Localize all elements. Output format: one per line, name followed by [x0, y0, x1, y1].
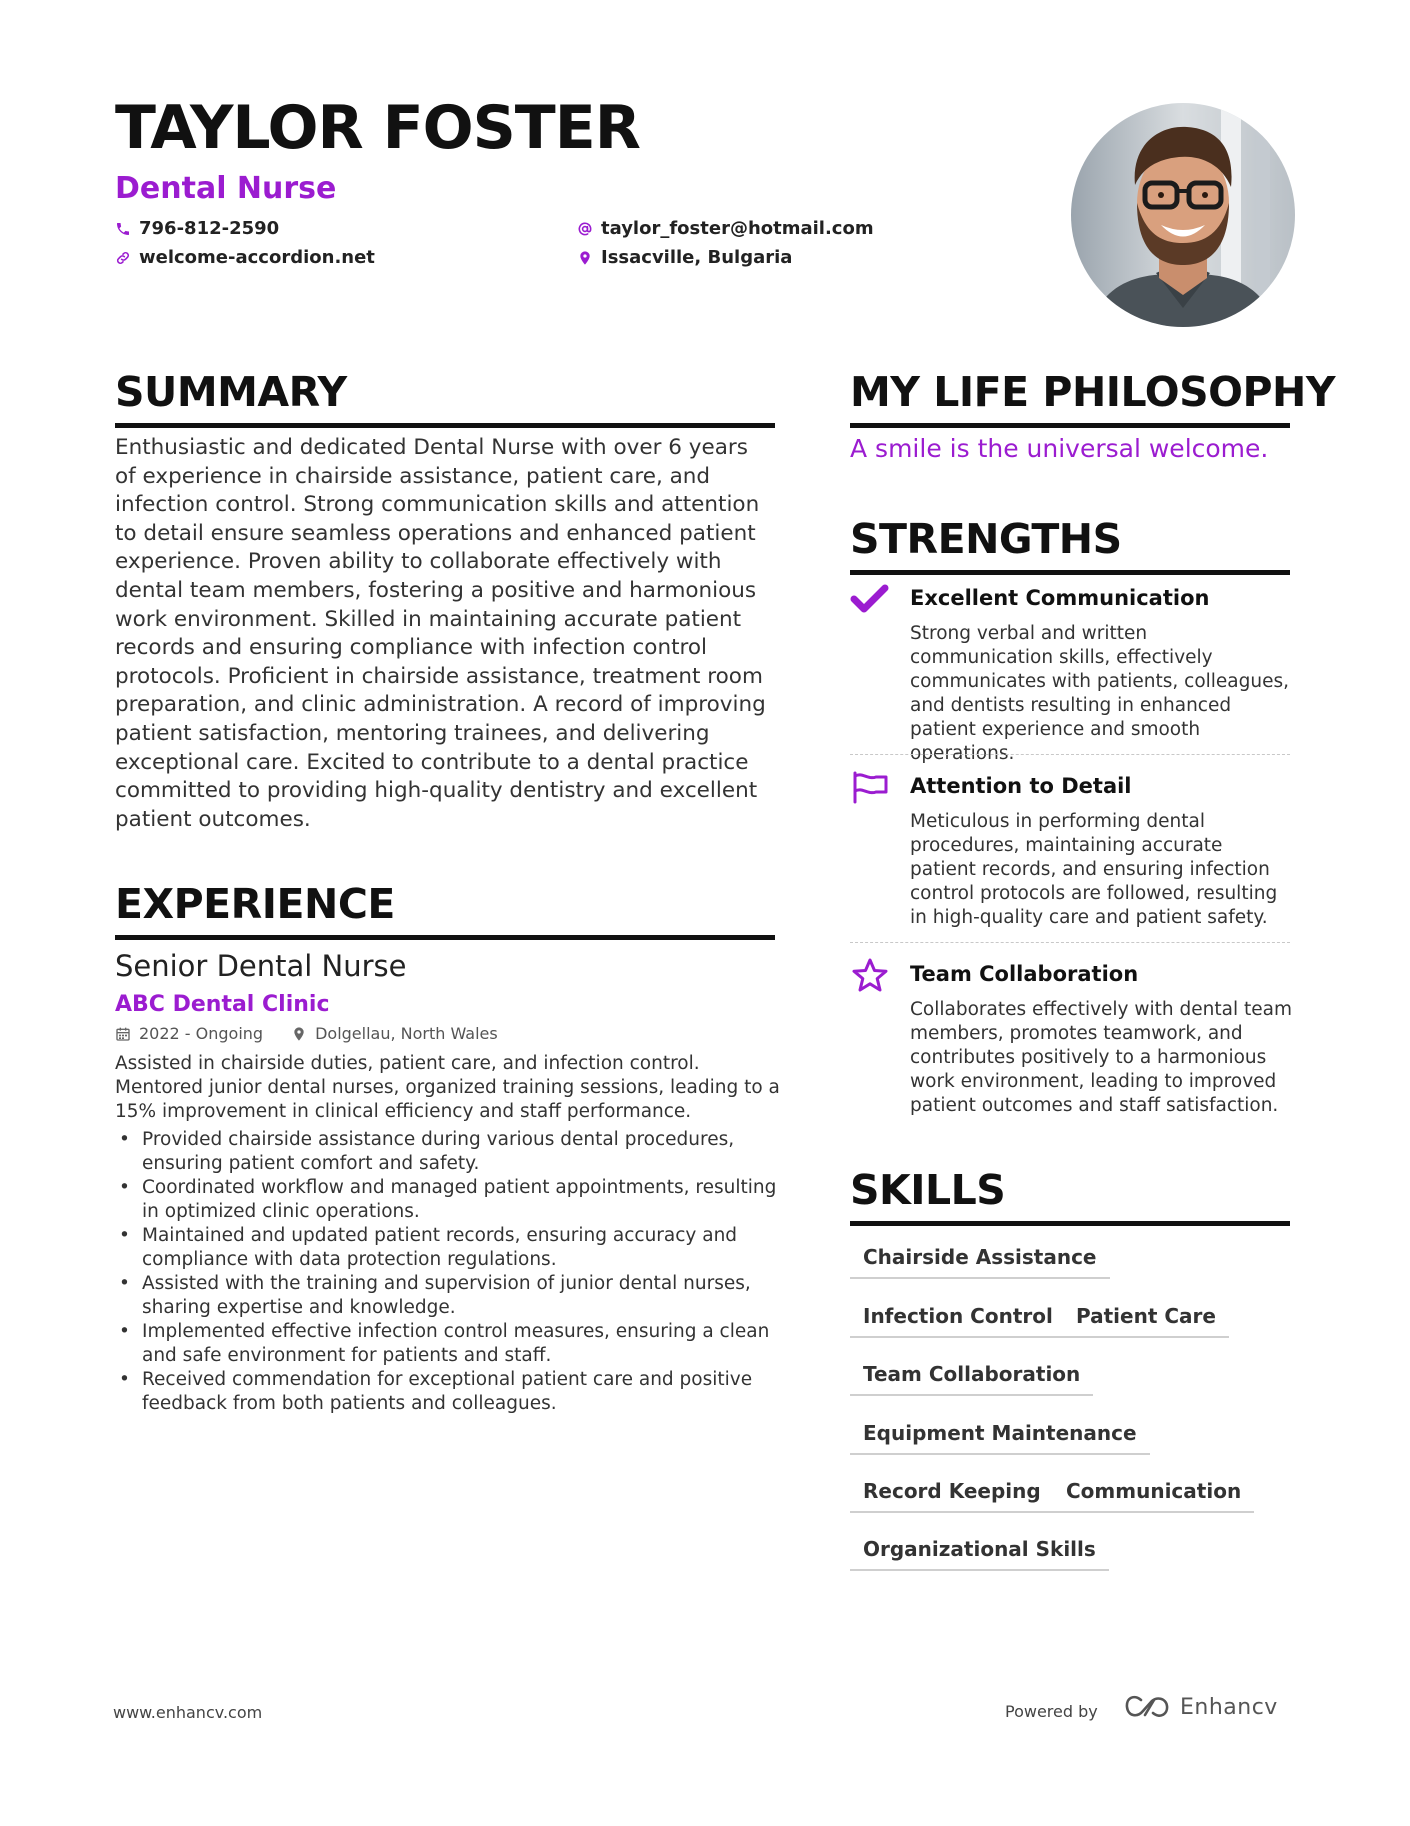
strength-title: Excellent Communication: [910, 586, 1210, 610]
skill-tag: Team Collaboration: [850, 1362, 1093, 1396]
skill-tag: Equipment Maintenance: [850, 1421, 1150, 1455]
list-item: • Provided chairside assistance during various dental procedures, ensuring patient comfort and safety.: [115, 1128, 785, 1176]
job-location: Dolgellau, North Wales: [315, 1024, 498, 1043]
location-pin-icon: [291, 1026, 307, 1042]
star-icon: [850, 958, 890, 992]
website-text[interactable]: welcome-accordion.net: [139, 247, 375, 268]
calendar-icon: [115, 1026, 131, 1042]
at-icon: [577, 221, 593, 237]
skill-tag: Infection Control: [850, 1304, 1066, 1338]
summary-heading: SUMMARY: [115, 372, 775, 428]
contact-email[interactable]: [577, 218, 874, 239]
strength-title: Attention to Detail: [910, 774, 1132, 798]
job-description: Assisted in chairside duties, patient care, and infection control. Mentored junior dental nurses, organized training sessions, leading to a 15% improvement in clinical efficiency and staff performance.: [115, 1053, 780, 1122]
divider: [850, 942, 1290, 943]
contact-website[interactable]: [115, 247, 375, 268]
enhancv-logo[interactable]: [1124, 1694, 1278, 1720]
enhancv-logo-icon: [1124, 1694, 1170, 1720]
link-icon: [115, 250, 131, 266]
skill-tag: Organizational Skills: [850, 1537, 1109, 1571]
profile-photo: [1071, 103, 1295, 327]
strength-text: Strong verbal and written communication skills, effectively communicates with patients, colleagues, and dentists resulting in enhanced patient experience and smooth operations.: [910, 623, 1290, 764]
flag-icon: [850, 770, 890, 804]
list-item: • Coordinated workflow and managed patient appointments, resulting in optimized clinic operations.: [115, 1176, 785, 1224]
summary-text: Enthusiastic and dedicated Dental Nurse with over 6 years of experience in chairside assistance, patient care, and infection control. Strong communication skills and attention to detail ensure seamless operations and enhanced patient experience. Proven ability to collaborate effectively with dental team members, fostering a positive and harmonious work environment. Skilled in maintaining accurate patient records and ensuring compliance with infection control protocols. Proficient in chairside assistance, treatment room preparation, and clinic administration. A record of improving patient satisfaction, mentoring trainees, and delivering exceptional care. Excited to contribute to a dental practice committed to providing high-quality dentistry and excellent patient outcomes.: [115, 435, 766, 832]
candidate-name: TAYLOR FOSTER: [115, 93, 640, 163]
list-item: • Maintained and updated patient records, ensuring accuracy and compliance with data protection regulations.: [115, 1224, 785, 1272]
footer-url[interactable]: www.enhancv.com: [113, 1703, 263, 1722]
strength-text: Collaborates effectively with dental team members, promotes teamwork, and contributes positively to a harmonious work environment, leading to improved patient outcomes and staff satisfaction.: [910, 999, 1292, 1116]
location-pin-icon: [577, 250, 593, 266]
job-meta: [115, 1024, 498, 1043]
contact-location: [577, 247, 792, 268]
job-dates: 2022 - Ongoing: [139, 1024, 264, 1043]
phone-text: 796-812-2590: [139, 218, 280, 239]
skills-heading: SKILLS: [850, 1170, 1290, 1226]
experience-heading: EXPERIENCE: [115, 884, 775, 940]
philosophy-quote: A smile is the universal welcome.: [850, 434, 1269, 463]
skill-tag: Communication: [1053, 1479, 1254, 1513]
skill-tag: Patient Care: [1063, 1304, 1229, 1338]
strengths-heading: STRENGTHS: [850, 519, 1290, 575]
job-bullets: [115, 1128, 785, 1416]
contact-phone: [115, 218, 279, 239]
candidate-title: Dental Nurse: [115, 171, 337, 206]
skill-tag: Chairside Assistance: [850, 1245, 1110, 1279]
phone-icon: [115, 221, 131, 237]
brand-name: Enhancv: [1180, 1694, 1278, 1720]
location-text: Issacville, Bulgaria: [601, 247, 793, 268]
email-text[interactable]: taylor_foster@hotmail.com: [601, 218, 874, 239]
powered-by-text: Powered by: [1005, 1702, 1098, 1721]
philosophy-heading: MY LIFE PHILOSOPHY: [850, 372, 1290, 428]
checkmark-icon: [850, 582, 890, 616]
company-name: ABC Dental Clinic: [115, 992, 330, 1017]
divider: [850, 754, 1290, 755]
skill-tag: Record Keeping: [850, 1479, 1054, 1513]
list-item: • Assisted with the training and supervision of junior dental nurses, sharing expertise and knowledge.: [115, 1272, 785, 1320]
list-item: • Received commendation for exceptional patient care and positive feedback from both patients and colleagues.: [115, 1368, 785, 1416]
job-title: Senior Dental Nurse: [115, 949, 407, 983]
strength-text: Meticulous in performing dental procedures, maintaining accurate patient records, and ensuring infection control protocols are followed, resulting in high-quality care and patient safety.: [910, 811, 1278, 928]
strength-title: Team Collaboration: [910, 962, 1139, 986]
list-item: • Implemented effective infection control measures, ensuring a clean and safe environment for patients and staff.: [115, 1320, 785, 1368]
